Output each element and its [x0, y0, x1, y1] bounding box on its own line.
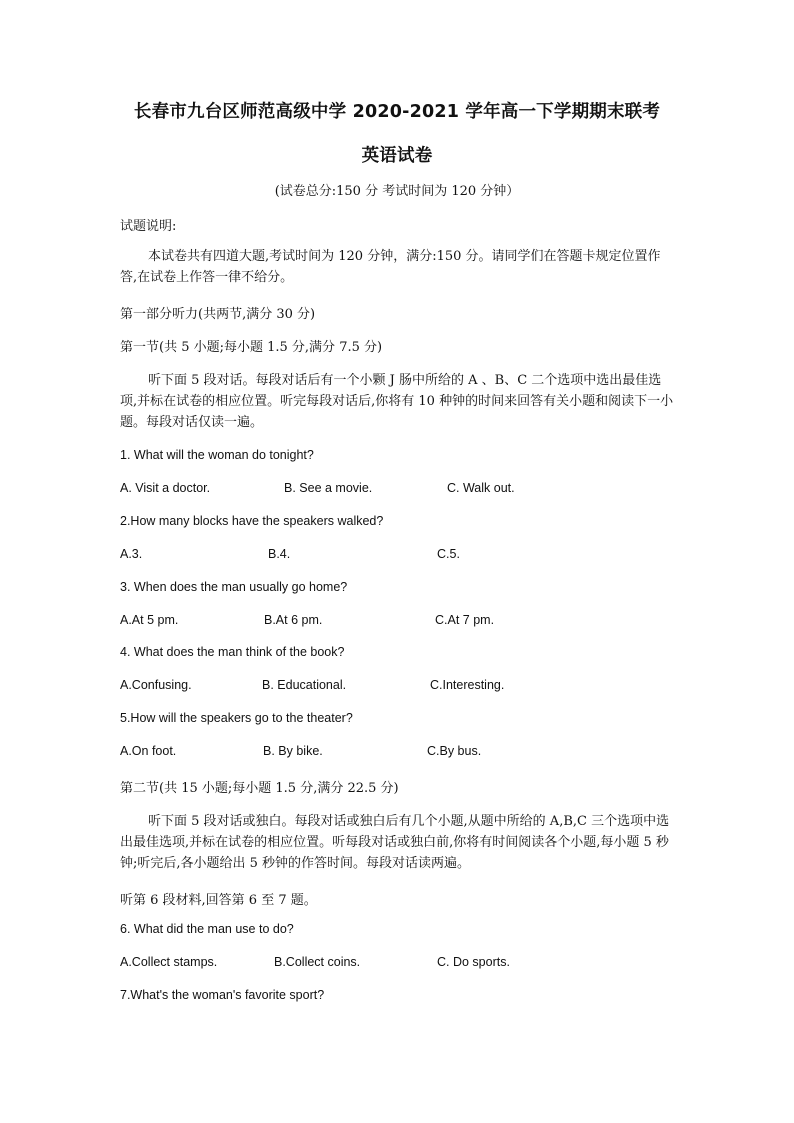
q5-option-a: A.On foot.: [120, 744, 177, 758]
section1-directions: [120, 370, 675, 433]
q3-option-c: C.At 7 pm.: [435, 613, 495, 627]
q2-option-a: A.3.: [120, 547, 143, 561]
instructions-heading: 试题说明:: [120, 219, 177, 234]
exam-info: (试卷总分:150 分 考试时间为 120 分钟）: [274, 184, 520, 199]
question-6: 6. What did the man use to do?: [120, 922, 294, 936]
section1-directions-text: 听下面 5 段对话。每段对话后有一个小颗 J 肠中所给的 A 、B、C 二个选项中选出最佳选项,并标在试卷的相应位置。听完每段对话后,你将有 10 种钟的时间来回答有关小题和阅读下一小题。每段对话仅读一遍。: [120, 373, 674, 430]
q5-option-c: C.By bus.: [427, 744, 482, 758]
question-1: 1. What will the woman do tonight?: [120, 448, 314, 462]
q6-option-b: B.Collect coins.: [274, 955, 361, 969]
q3-option-a: A.At 5 pm.: [120, 613, 179, 627]
section1-heading: 第一节(共 5 小题;每小题 1.5 分,满分 7.5 分): [120, 340, 383, 355]
q6-option-c: C. Do sports.: [437, 955, 510, 969]
material-6-instruction: 听第 6 段材料,回答第 6 至 7 题。: [120, 893, 317, 908]
q4-option-b: B. Educational.: [262, 678, 347, 692]
q5-option-b: B. By bike.: [263, 744, 323, 758]
q2-option-c: C.5.: [437, 547, 460, 561]
question-2: 2.How many blocks have the speakers walked?: [120, 514, 384, 528]
section2-heading: 第二节(共 15 小题;每小题 1.5 分,满分 22.5 分): [120, 781, 399, 796]
q4-option-a: A.Confusing.: [120, 678, 192, 692]
question-7: 7.What's the woman's favorite sport?: [120, 988, 325, 1002]
instructions-body: [120, 246, 675, 288]
instructions-text: 本试卷共有四道大题,考试时间为 120 分钟，满分:150 分。请同学们在答题卡规定位置作答,在试卷上作答一律不给分。: [120, 249, 661, 285]
q2-option-b: B.4.: [268, 547, 291, 561]
question-4: 4. What does the man think of the book?: [120, 645, 345, 659]
q1-option-a: A. Visit a doctor.: [120, 481, 211, 495]
q3-option-b: B.At 6 pm.: [264, 613, 323, 627]
q1-option-b: B. See a movie.: [284, 481, 373, 495]
section2-directions-text: 听下面 5 段对话或独白。每段对话或独白后有几个小题,从题中所给的 A,B,C 三个选项中选出最佳选项,并标在试卷的相应位置。听每段对话或独白前,你将有时间阅读各个小题,每小题 5 秒钟;听完后,各小题给出 5 秒钟的作答时间。每段对话读两遍。: [120, 814, 670, 871]
part1-heading: 第一部分听力(共两节,满分 30 分): [120, 307, 316, 322]
q1-option-c: C. Walk out.: [447, 481, 515, 495]
exam-subtitle: 英语试卷: [361, 146, 433, 166]
section2-directions: [120, 811, 675, 874]
q4-option-c: C.Interesting.: [430, 678, 505, 692]
q6-option-a: A.Collect stamps.: [120, 955, 218, 969]
exam-title: 长春市九台区师范高级中学 2020-2021 学年高一下学期期末联考: [133, 102, 661, 122]
question-3: 3. When does the man usually go home?: [120, 580, 348, 594]
question-5: 5.How will the speakers go to the theater?: [120, 711, 353, 725]
